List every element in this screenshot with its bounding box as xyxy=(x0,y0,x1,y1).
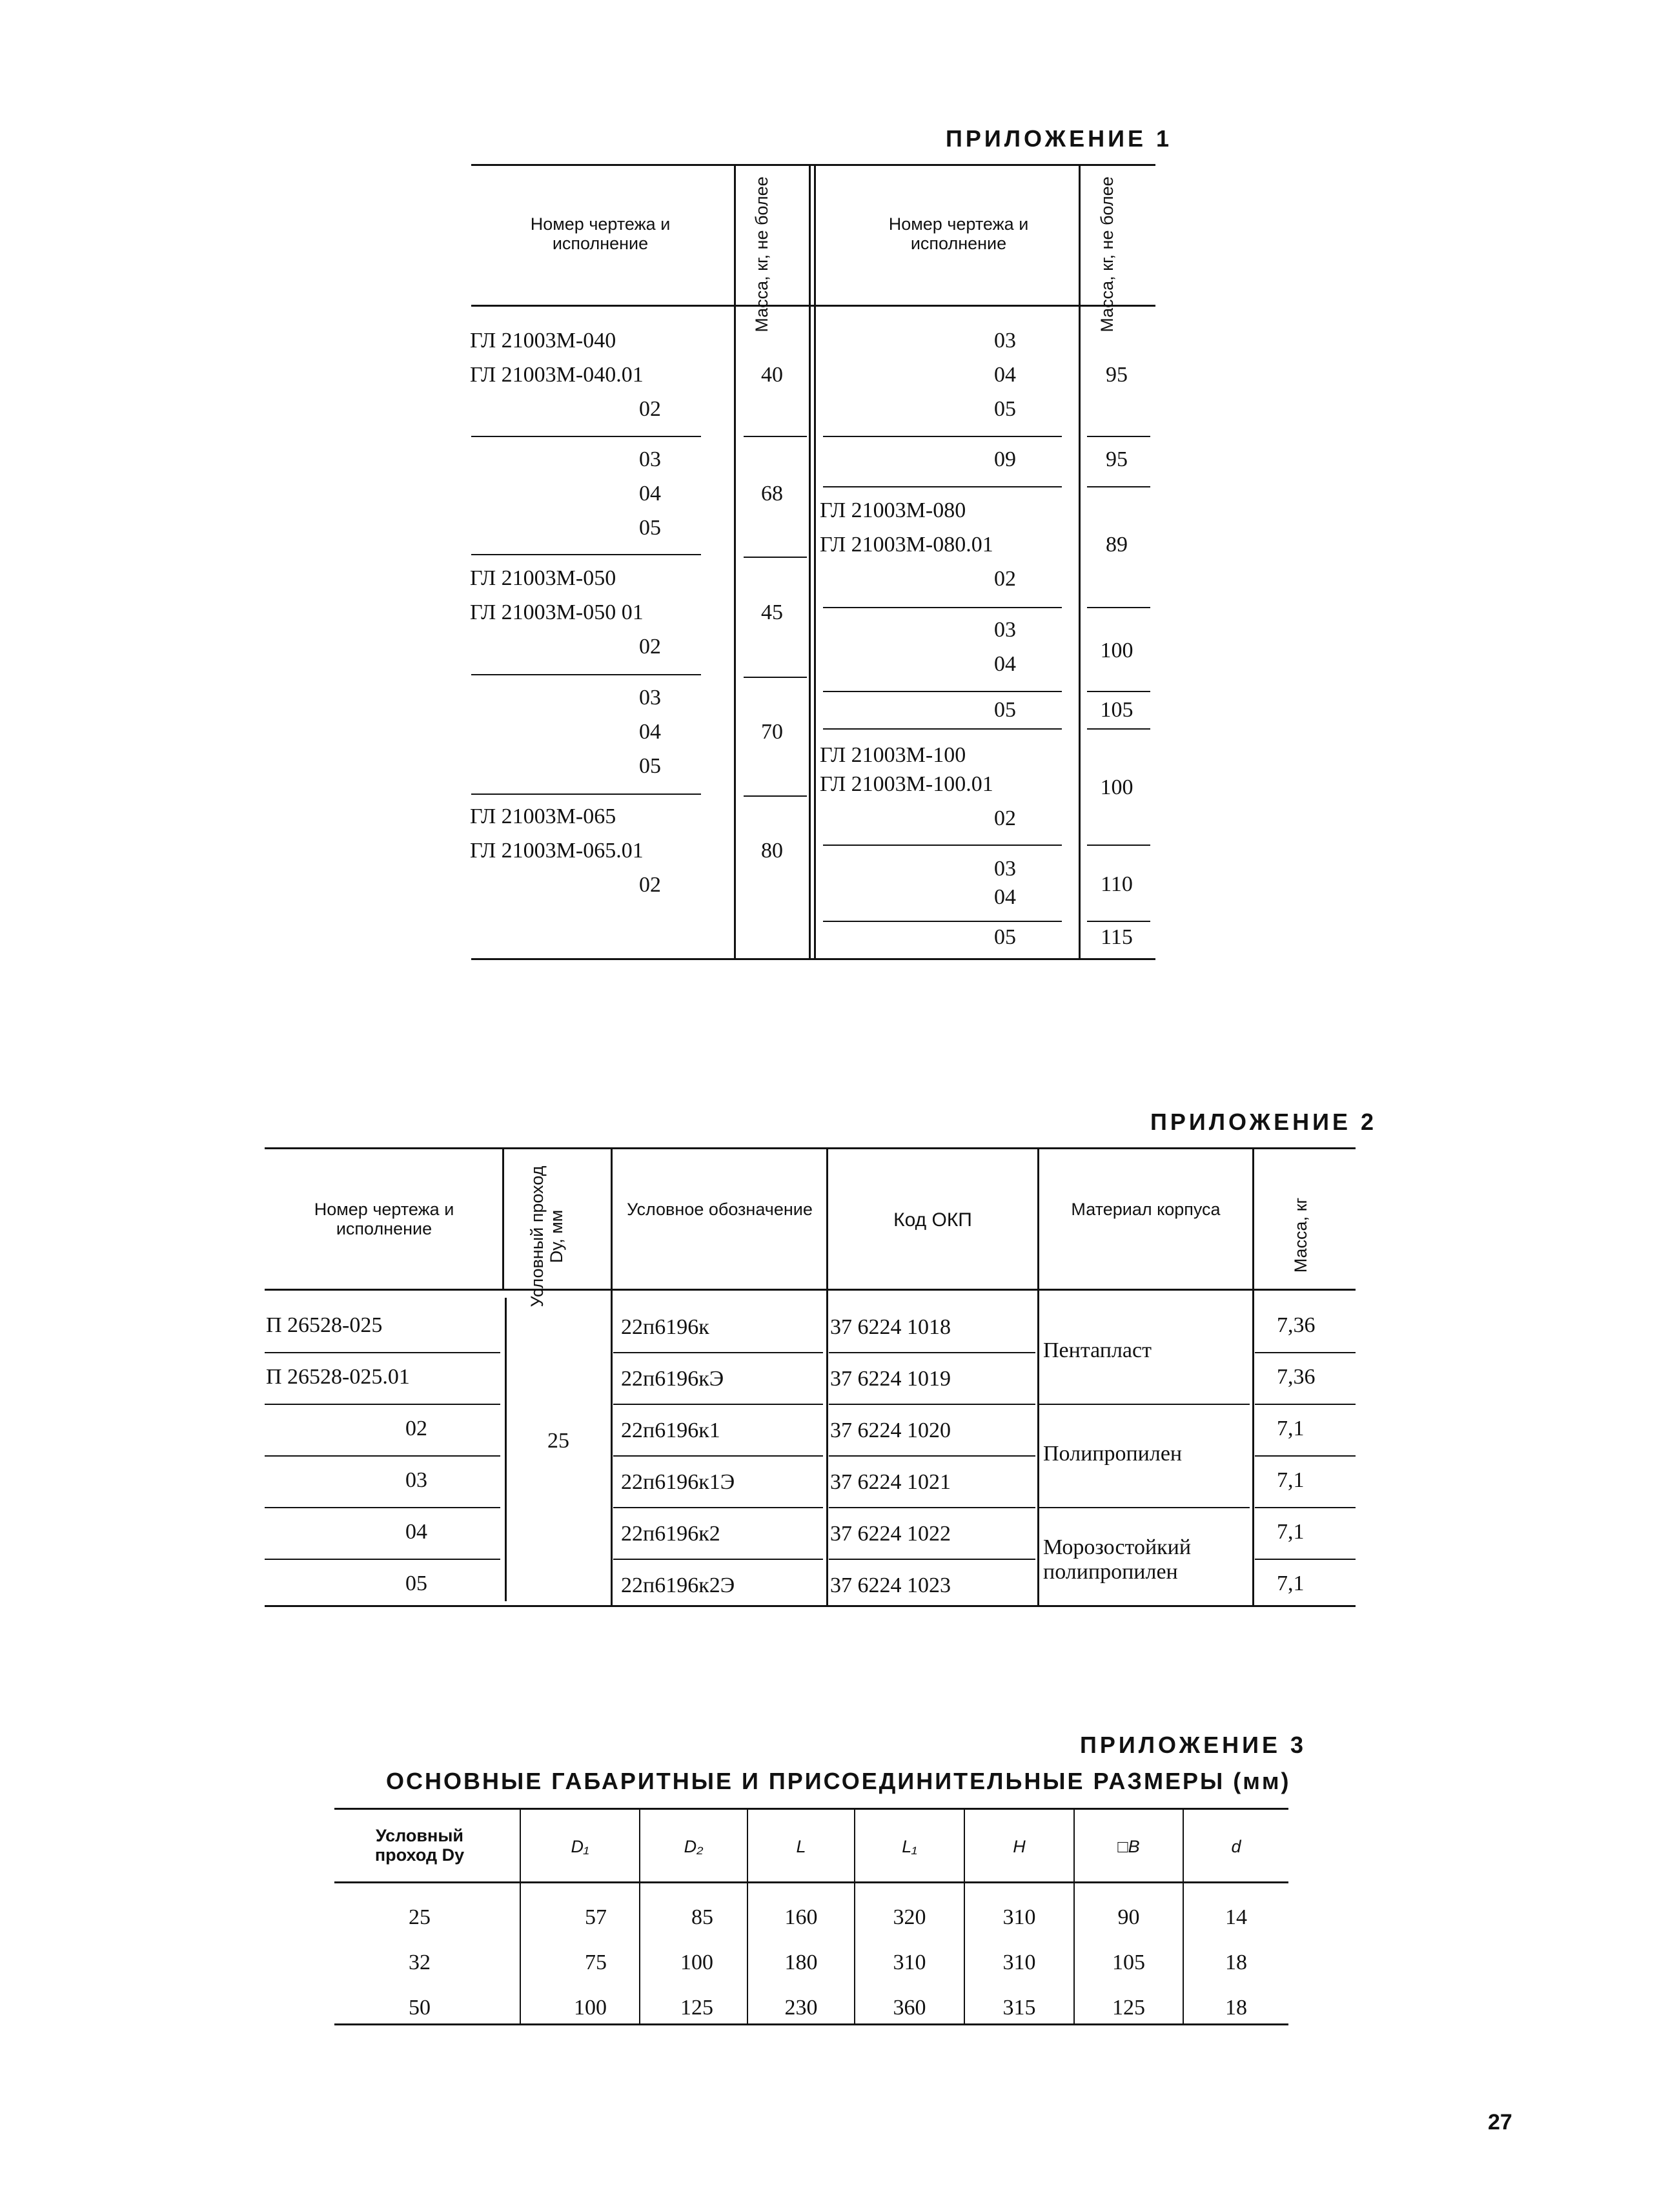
group-rule xyxy=(823,728,1062,730)
table-cell: 100 xyxy=(680,1951,713,1974)
header-l: L xyxy=(796,1837,806,1856)
table-cell: ГЛ 21003М-080.01 xyxy=(820,533,993,557)
table-cell: 02 xyxy=(405,1417,427,1440)
table-cell: 02 xyxy=(994,567,1016,591)
table-cell: 310 xyxy=(1002,1951,1036,1974)
row-rule xyxy=(829,1559,1035,1560)
table-cell: 85 xyxy=(691,1905,713,1929)
header-d1: D₁ xyxy=(571,1837,589,1856)
table-cell: 05 xyxy=(639,516,661,540)
row-rule xyxy=(613,1559,823,1560)
table-cell: ГЛ 21003М-080 xyxy=(820,498,966,522)
table-cell: 03 xyxy=(994,329,1016,353)
row-rule xyxy=(829,1507,1035,1508)
column-rule xyxy=(1252,1147,1254,1605)
material-cell: Полипропилен xyxy=(1043,1442,1183,1466)
header-mass-right: Масса, кг, не более xyxy=(1097,176,1117,333)
mass-cell: 40 xyxy=(761,363,783,387)
table-cell: 320 xyxy=(893,1905,926,1929)
table-cell: ГЛ 21003М-040 xyxy=(470,329,616,353)
group-rule xyxy=(471,554,701,555)
group-rule xyxy=(1087,691,1150,692)
header-dy: Условный проход Dу xyxy=(374,1826,465,1865)
mass-cell: 89 xyxy=(1106,533,1128,557)
table-cell: 05 xyxy=(639,754,661,778)
mass-cell: 100 xyxy=(1100,775,1133,799)
table-cell: П 26528-025.01 xyxy=(266,1365,410,1389)
header-dy: Условный проход Dу, мм xyxy=(527,1165,566,1307)
header-designation: Условное обозначение xyxy=(627,1200,813,1219)
row-rule xyxy=(1039,1507,1250,1508)
table-cell: 04 xyxy=(994,885,1016,909)
row-rule xyxy=(829,1455,1035,1457)
mass-cell: 70 xyxy=(761,720,783,744)
table-rule xyxy=(265,1147,1356,1149)
row-rule xyxy=(613,1404,823,1405)
table-cell: 37 6224 1018 xyxy=(830,1315,951,1339)
table-cell: 18 xyxy=(1225,1996,1247,2020)
table-rule xyxy=(265,1289,1356,1291)
table-cell: 05 xyxy=(994,397,1016,421)
group-rule xyxy=(1087,921,1150,922)
mass-cell: 7,1 xyxy=(1277,1572,1305,1595)
table-cell: 22п6196к xyxy=(621,1315,709,1339)
table-cell: 37 6224 1019 xyxy=(830,1367,951,1391)
group-rule xyxy=(823,607,1062,608)
table-cell: 22п6196к1Э xyxy=(621,1470,735,1494)
mass-cell: 100 xyxy=(1100,639,1133,662)
table-cell: 02 xyxy=(639,635,661,659)
table-cell: 03 xyxy=(639,686,661,710)
group-rule xyxy=(1087,436,1150,437)
table-cell: ГЛ 21003М-100 xyxy=(820,743,966,767)
group-rule xyxy=(744,436,807,437)
appendix1-heading: ПРИЛОЖЕНИЕ 1 xyxy=(946,125,1173,152)
table-cell: 02 xyxy=(639,873,661,897)
table-cell: ГЛ 21003М-100.01 xyxy=(820,772,993,796)
group-rule xyxy=(744,557,807,558)
table-cell: 05 xyxy=(994,698,1016,722)
row-rule xyxy=(1255,1404,1356,1405)
row-rule xyxy=(265,1352,500,1353)
row-rule xyxy=(1039,1404,1250,1405)
group-rule xyxy=(1087,845,1150,846)
table-cell: 125 xyxy=(1112,1996,1145,2020)
header-h: H xyxy=(1013,1837,1026,1856)
row-rule xyxy=(265,1507,500,1508)
group-rule xyxy=(823,436,1062,437)
table-cell: 03 xyxy=(639,447,661,471)
row-rule xyxy=(1255,1559,1356,1560)
group-rule xyxy=(823,845,1062,846)
group-rule xyxy=(823,486,1062,487)
table-cell: 18 xyxy=(1225,1951,1247,1974)
mass-cell: 115 xyxy=(1101,925,1133,949)
mass-cell: 7,1 xyxy=(1277,1520,1305,1544)
table-cell: 25 xyxy=(409,1905,431,1929)
header-material: Материал корпуса xyxy=(1071,1200,1221,1219)
appendix3-title: ОСНОВНЫЕ ГАБАРИТНЫЕ И ПРИСОЕДИНИТЕЛЬНЫЕ РАЗМЕРЫ (мм) xyxy=(386,1768,1291,1794)
table-cell: 22п6196к2 xyxy=(621,1522,720,1546)
header-d: d xyxy=(1231,1837,1241,1856)
row-rule xyxy=(1255,1455,1356,1457)
table-cell: ГЛ 21003М-050 01 xyxy=(470,600,644,624)
table-cell: 125 xyxy=(680,1996,713,2020)
table-cell: ГЛ 21003М-065.01 xyxy=(470,839,644,863)
group-rule xyxy=(471,794,701,795)
table-cell: 22п6196кЭ xyxy=(621,1367,724,1391)
group-rule xyxy=(744,795,807,797)
group-rule xyxy=(471,674,701,675)
table-cell: ГЛ 21003М-065 xyxy=(470,804,616,828)
table-cell: 37 6224 1023 xyxy=(830,1573,951,1597)
row-rule xyxy=(829,1352,1035,1353)
material-cell: Пентапласт xyxy=(1043,1338,1152,1362)
header-d2: D₂ xyxy=(684,1837,704,1856)
table-cell: 04 xyxy=(994,363,1016,387)
table-cell: 160 xyxy=(784,1905,818,1929)
mass-cell: 7,36 xyxy=(1277,1365,1316,1389)
table-rule xyxy=(334,1808,1288,1810)
header-mass-left: Масса, кг, не более xyxy=(752,176,771,333)
table-cell: 315 xyxy=(1002,1996,1036,2020)
table-cell: 37 6224 1022 xyxy=(830,1522,951,1546)
group-rule xyxy=(1087,728,1150,730)
header-okp: Код ОКП xyxy=(893,1209,972,1231)
table-cell: 37 6224 1020 xyxy=(830,1418,951,1442)
table-cell: 02 xyxy=(639,397,661,421)
table-cell: ГЛ 21003М-040.01 xyxy=(470,363,644,387)
table-cell: П 26528-025 xyxy=(266,1313,383,1337)
table-cell: 75 xyxy=(585,1951,607,1974)
table-cell: 04 xyxy=(405,1520,427,1544)
table-cell: 03 xyxy=(994,857,1016,881)
column-rule xyxy=(611,1147,613,1605)
group-rule xyxy=(1087,607,1150,608)
column-rule xyxy=(1037,1147,1039,1605)
group-rule xyxy=(471,436,701,437)
table-rule xyxy=(471,305,1155,307)
row-rule xyxy=(265,1559,500,1560)
table-cell: 09 xyxy=(994,447,1016,471)
mass-cell: 7,36 xyxy=(1277,1313,1316,1337)
table-cell: 100 xyxy=(574,1996,607,2020)
table-cell: 05 xyxy=(994,925,1016,949)
table-cell: 04 xyxy=(639,720,661,744)
group-rule xyxy=(823,691,1062,692)
table-cell: 37 6224 1021 xyxy=(830,1470,951,1494)
table-cell: 105 xyxy=(1112,1951,1145,1974)
table-rule xyxy=(334,1881,1288,1883)
table-rule xyxy=(471,958,1155,960)
table-cell: 230 xyxy=(784,1996,818,2020)
row-rule xyxy=(613,1507,823,1508)
table-rule xyxy=(471,164,1155,166)
table-cell: 360 xyxy=(893,1996,926,2020)
mass-cell: 7,1 xyxy=(1277,1417,1305,1440)
dy-cell: 25 xyxy=(547,1429,569,1453)
column-rule xyxy=(502,1147,504,1291)
table-cell: 50 xyxy=(409,1996,431,2020)
mass-cell: 68 xyxy=(761,482,783,506)
mass-cell: 7,1 xyxy=(1277,1468,1305,1492)
column-rule xyxy=(809,164,811,959)
table-cell: 22п6196к1 xyxy=(621,1418,720,1442)
table-cell: 05 xyxy=(405,1572,427,1595)
mass-cell: 105 xyxy=(1100,698,1133,722)
table-cell: ГЛ 21003М-050 xyxy=(470,566,616,590)
row-rule xyxy=(265,1455,500,1457)
table-cell: 22п6196к2Э xyxy=(621,1573,735,1597)
row-rule xyxy=(265,1404,500,1405)
row-rule xyxy=(613,1352,823,1353)
table-cell: 32 xyxy=(409,1951,431,1974)
table-cell: 04 xyxy=(639,482,661,506)
row-rule xyxy=(1255,1507,1356,1508)
header-b: □B xyxy=(1117,1837,1140,1856)
column-rule xyxy=(1079,164,1081,959)
mass-cell: 95 xyxy=(1106,447,1128,471)
mass-cell: 110 xyxy=(1101,872,1133,896)
mass-cell: 80 xyxy=(761,839,783,863)
header-drawing: Номер чертежа и исполнение xyxy=(314,1200,454,1238)
table-cell: 14 xyxy=(1225,1905,1247,1929)
table-cell: 90 xyxy=(1117,1905,1140,1929)
group-rule xyxy=(823,921,1062,922)
table-cell: 180 xyxy=(784,1951,818,1974)
row-rule xyxy=(829,1404,1035,1405)
table-cell: 57 xyxy=(585,1905,607,1929)
appendix3-heading: ПРИЛОЖЕНИЕ 3 xyxy=(1080,1732,1307,1758)
column-rule xyxy=(814,164,816,959)
table-cell: 02 xyxy=(994,806,1016,830)
table-rule xyxy=(334,2023,1288,2025)
page-number: 27 xyxy=(1488,2110,1512,2135)
material-cell: Морозостойкий полипропилен xyxy=(1043,1535,1192,1584)
row-rule xyxy=(613,1455,823,1457)
table-cell: 310 xyxy=(893,1951,926,1974)
header-drawing-right: Номер чертежа и исполнение xyxy=(888,214,1029,253)
table-rule xyxy=(265,1605,1356,1607)
header-l1: L₁ xyxy=(902,1837,917,1856)
mass-cell: 95 xyxy=(1106,363,1128,387)
table-cell: 03 xyxy=(994,618,1016,642)
row-rule xyxy=(1255,1352,1356,1353)
column-rule xyxy=(505,1298,507,1601)
table-cell: 04 xyxy=(994,652,1016,676)
table-cell: 03 xyxy=(405,1468,427,1492)
mass-cell: 45 xyxy=(761,600,783,624)
group-rule xyxy=(1087,486,1150,487)
column-rule xyxy=(826,1147,828,1605)
group-rule xyxy=(744,677,807,678)
header-drawing-left: Номер чертежа и исполнение xyxy=(530,214,671,253)
table-cell: 310 xyxy=(1002,1905,1036,1929)
appendix2-heading: ПРИЛОЖЕНИЕ 2 xyxy=(1150,1109,1377,1135)
header-mass: Масса, кг xyxy=(1291,1197,1310,1273)
